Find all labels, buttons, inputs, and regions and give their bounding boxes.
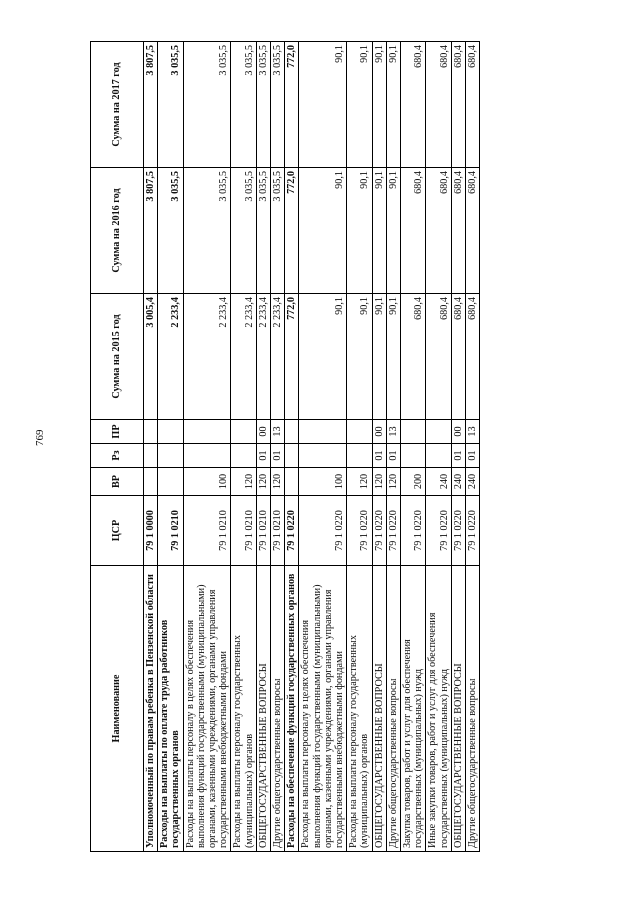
cell-pr [347, 420, 372, 444]
cell-rz [158, 444, 183, 468]
cell-2017: 3 807,5 [144, 42, 158, 168]
table-row [231, 42, 256, 852]
cell-rz [231, 444, 256, 468]
cell-2016: 3 035,5 [256, 168, 270, 294]
cell-pr [158, 420, 183, 444]
cell-pr [285, 420, 299, 444]
cell-csr: 79 1 0220 [299, 496, 347, 566]
table-row [386, 42, 400, 852]
cell-2016: 90,1 [299, 168, 347, 294]
cell-2017: 3 035,5 [183, 42, 231, 168]
cell-vr: 100 [299, 468, 347, 496]
table-body [144, 42, 480, 852]
cell-name: Другие общегосударственные вопросы [271, 566, 285, 852]
cell-vr: 120 [256, 468, 270, 496]
cell-csr: 79 1 0210 [158, 496, 183, 566]
cell-rz [183, 444, 231, 468]
table-row [144, 42, 158, 852]
cell-2015: 2 233,4 [158, 294, 183, 420]
cell-vr: 120 [271, 468, 285, 496]
cell-rz [144, 444, 158, 468]
cell-2015: 680,4 [466, 294, 480, 420]
header-2016: Сумма на 2016 год [91, 168, 144, 294]
cell-vr [144, 468, 158, 496]
cell-2015: 2 233,4 [183, 294, 231, 420]
cell-2015: 90,1 [299, 294, 347, 420]
cell-csr: 79 1 0220 [426, 496, 451, 566]
cell-name: Уполномоченный по правам ребенка в Пензенской области [144, 566, 158, 852]
cell-name: Другие общегосударственные вопросы [386, 566, 400, 852]
cell-2016: 3 807,5 [144, 168, 158, 294]
cell-vr: 120 [386, 468, 400, 496]
rotated-page [90, 42, 560, 852]
header-csr: ЦСР [91, 496, 144, 566]
cell-rz: 01 [386, 444, 400, 468]
cell-pr: 00 [256, 420, 270, 444]
cell-vr: 120 [347, 468, 372, 496]
cell-vr: 100 [183, 468, 231, 496]
table-row [372, 42, 386, 852]
cell-name: Другие общегосударственные вопросы [466, 566, 480, 852]
page-number: 769 [34, 429, 46, 446]
cell-rz [426, 444, 451, 468]
cell-name: Расходы на выплаты персоналу в целях обеспечения выполнения функций государственными (муниципальными) органами, казенными учреждениями, органами управления государственными внебюджетными фондами [183, 566, 231, 852]
cell-name: Закупка товаров, работ и услуг для обеспечения государственных (муниципальных) нужд [401, 566, 426, 852]
table-header-row [91, 42, 144, 852]
cell-pr [183, 420, 231, 444]
cell-pr [299, 420, 347, 444]
cell-2016: 680,4 [466, 168, 480, 294]
cell-2016: 90,1 [386, 168, 400, 294]
cell-rz: 01 [451, 444, 465, 468]
header-vr: ВР [91, 468, 144, 496]
table-row [158, 42, 183, 852]
cell-2016: 680,4 [451, 168, 465, 294]
header-pr: ПР [91, 420, 144, 444]
cell-pr [231, 420, 256, 444]
table-row [299, 42, 347, 852]
cell-vr: 120 [231, 468, 256, 496]
cell-2017: 90,1 [299, 42, 347, 168]
cell-2015: 2 233,4 [256, 294, 270, 420]
table-row [285, 42, 299, 852]
cell-csr: 79 1 0210 [256, 496, 270, 566]
cell-2015: 680,4 [426, 294, 451, 420]
cell-rz: 01 [271, 444, 285, 468]
cell-2015: 2 233,4 [231, 294, 256, 420]
cell-name: ОБЩЕГОСУДАРСТВЕННЫЕ ВОПРОСЫ [451, 566, 465, 852]
cell-name: Иные закупки товаров, работ и услуг для обеспечения государственных (муниципальных) нужд [426, 566, 451, 852]
cell-csr: 79 1 0220 [466, 496, 480, 566]
cell-2015: 772,0 [285, 294, 299, 420]
table-row [451, 42, 465, 852]
cell-csr: 79 1 0210 [183, 496, 231, 566]
cell-csr: 79 1 0220 [285, 496, 299, 566]
cell-name: Расходы на выплаты персоналу в целях обеспечения выполнения функций государственными (муниципальными) органами, казенными учреждениями, органами управления государственными внебюджетными фондами [299, 566, 347, 852]
cell-pr: 13 [386, 420, 400, 444]
cell-rz [299, 444, 347, 468]
cell-2017: 90,1 [347, 42, 372, 168]
header-2015: Сумма на 2015 год [91, 294, 144, 420]
cell-2017: 90,1 [386, 42, 400, 168]
cell-2017: 3 035,5 [158, 42, 183, 168]
cell-2016: 3 035,5 [231, 168, 256, 294]
cell-2017: 680,4 [466, 42, 480, 168]
cell-name: Расходы на выплаты персоналу государственных (муниципальных) органов [231, 566, 256, 852]
cell-csr: 79 1 0210 [271, 496, 285, 566]
table-row [183, 42, 231, 852]
cell-vr: 240 [451, 468, 465, 496]
cell-pr [144, 420, 158, 444]
cell-pr: 13 [466, 420, 480, 444]
cell-2015: 680,4 [451, 294, 465, 420]
cell-name: Расходы на обеспечение функций государственных органов [285, 566, 299, 852]
table-row [271, 42, 285, 852]
cell-rz [401, 444, 426, 468]
cell-csr: 79 1 0210 [231, 496, 256, 566]
cell-2017: 3 035,5 [271, 42, 285, 168]
header-2017: Сумма на 2017 год [91, 42, 144, 168]
cell-2016: 680,4 [401, 168, 426, 294]
cell-name: Расходы на выплаты персоналу государственных (муниципальных) органов [347, 566, 372, 852]
cell-2016: 90,1 [372, 168, 386, 294]
cell-2016: 680,4 [426, 168, 451, 294]
cell-vr [285, 468, 299, 496]
cell-2015: 680,4 [401, 294, 426, 420]
cell-pr: 13 [271, 420, 285, 444]
cell-2015: 90,1 [372, 294, 386, 420]
cell-name: ОБЩЕГОСУДАРСТВЕННЫЕ ВОПРОСЫ [372, 566, 386, 852]
cell-pr [401, 420, 426, 444]
cell-pr: 00 [372, 420, 386, 444]
cell-vr: 240 [466, 468, 480, 496]
cell-2015: 2 233,4 [271, 294, 285, 420]
cell-rz: 01 [372, 444, 386, 468]
cell-rz: 01 [256, 444, 270, 468]
cell-name: Расходы на выплаты по оплате труда работников государственных органов [158, 566, 183, 852]
cell-name: ОБЩЕГОСУДАРСТВЕННЫЕ ВОПРОСЫ [256, 566, 270, 852]
cell-2015: 3 005,4 [144, 294, 158, 420]
cell-vr: 120 [372, 468, 386, 496]
cell-pr: 00 [451, 420, 465, 444]
cell-2015: 90,1 [386, 294, 400, 420]
cell-csr: 79 1 0220 [451, 496, 465, 566]
cell-2017: 772,0 [285, 42, 299, 168]
cell-2015: 90,1 [347, 294, 372, 420]
table-row [256, 42, 270, 852]
cell-csr: 79 1 0220 [386, 496, 400, 566]
header-rz: Рз [91, 444, 144, 468]
cell-2016: 3 035,5 [183, 168, 231, 294]
cell-2017: 680,4 [451, 42, 465, 168]
cell-pr [426, 420, 451, 444]
table-row [401, 42, 426, 852]
cell-2017: 680,4 [426, 42, 451, 168]
cell-2017: 90,1 [372, 42, 386, 168]
cell-2017: 3 035,5 [231, 42, 256, 168]
table-row [426, 42, 451, 852]
cell-2016: 3 035,5 [158, 168, 183, 294]
cell-2017: 3 035,5 [256, 42, 270, 168]
cell-2016: 3 035,5 [271, 168, 285, 294]
cell-csr: 79 1 0220 [401, 496, 426, 566]
cell-vr [158, 468, 183, 496]
cell-2017: 680,4 [401, 42, 426, 168]
cell-csr: 79 1 0220 [347, 496, 372, 566]
cell-rz: 01 [466, 444, 480, 468]
cell-2016: 772,0 [285, 168, 299, 294]
cell-csr: 79 1 0220 [372, 496, 386, 566]
cell-2016: 90,1 [347, 168, 372, 294]
cell-rz [285, 444, 299, 468]
table-row [466, 42, 480, 852]
budget-table [90, 41, 480, 852]
cell-rz [347, 444, 372, 468]
cell-vr: 240 [426, 468, 451, 496]
cell-csr: 79 1 0000 [144, 496, 158, 566]
cell-vr: 200 [401, 468, 426, 496]
header-name: Наименование [91, 566, 144, 852]
table-row [347, 42, 372, 852]
